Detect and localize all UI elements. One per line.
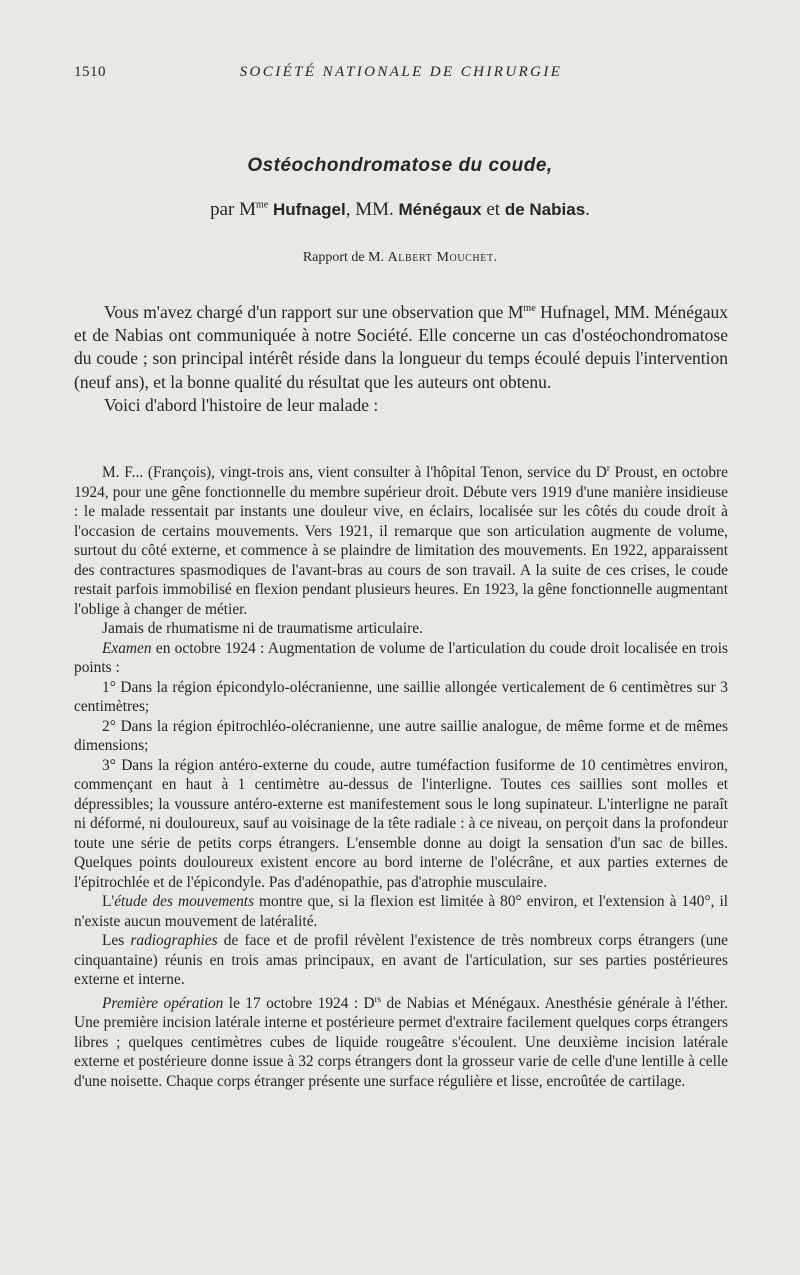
- case-p8-pre: Les: [102, 932, 131, 950]
- case-paragraph-radiographs: [74, 931, 728, 990]
- case-p8-em: radiographies: [130, 932, 218, 950]
- case-p7-text: montre que, si la flexion est limitée à 80° environ, et l'extension à 140°, il n'existe aucun mouvement de latéralité.: [74, 893, 728, 930]
- author-hufnagel: Hufnagel: [272, 200, 346, 219]
- report-line: [0, 250, 800, 266]
- intro-paragraph: [74, 297, 728, 394]
- case-p1-a: M. F... (François), vingt-trois ans, vient consulter à l'hôpital Tenon, service du D: [102, 464, 607, 482]
- case-paragraph-point-2: 2° Dans la région épitrochléo-olécranienne, une autre saillie analogue, de même forme et de mêmes dimensions;: [74, 717, 728, 755]
- authors-prefix: par M: [210, 199, 256, 220]
- running-title: SOCIÉTÉ NATIONALE DE CHIRURGIE: [239, 64, 563, 80]
- case-p7-pre: L': [102, 893, 115, 911]
- case-p7-em: étude des mouvements: [114, 893, 255, 911]
- case-paragraph-point-1: 1° Dans la région épicondylo-olécranienne, une saillie allongée verticalement de 6 centimètres sur 3 centimètres;: [74, 678, 728, 716]
- authors-end: .: [585, 199, 590, 220]
- case-paragraph-exam: [74, 639, 728, 678]
- intro-p1-b: Hufnagel, MM. Ménégaux et de Nabias ont communiquée à notre Société. Elle concerne un cas d'ostéochondromatose du coude ; son principal intérêt réside dans la longueur du temps écoulé depuis l'intervention (neuf ans), et la bonne qualité du résultat que les auteurs ont obtenu.: [74, 301, 728, 392]
- report-prefix: Rapport de M.: [302, 250, 388, 265]
- case-p8-text: de face et de profil révèlent l'existence de très nombreux corps étrangers (une cinquantaine) réunis en trois amas principaux, en avant de l'articulation, sur ses parties postérieures externe et interne.: [74, 932, 728, 989]
- case-paragraph-antecedents: Jamais de rhumatisme ni de traumatisme articulaire.: [102, 620, 423, 638]
- intro-paragraph: Voici d'abord l'histoire de leur malade :: [104, 395, 379, 416]
- page-number: 1510: [74, 64, 106, 80]
- intro-p1-sup: me: [523, 303, 536, 314]
- case-p3-text: en octobre 1924 : Augmentation de volume de l'articulation du coude droit localisée en trois points :: [74, 639, 728, 677]
- reporter-name: Albert Mouchet: [387, 250, 494, 265]
- author-menegaux: Ménégaux: [398, 200, 482, 219]
- case-p1-b: Proust, en octobre 1924, pour une gêne fonctionnelle du membre supérieur droit. Débute vers 1919 d'une manière insidieuse : le malade ressentait par instants une douleur vive, en éclairs, localisée sur les côtés du coude droit à l'occasion de certains mouvements. Vers 1921, il remarque que son articulation augmente de volume, surtout du côté externe, et commence à se plaindre de limitation des mouvements. En 1922, apparaissent des contractures spasmodiques de l'avant-bras au cours de son travail. A la suite de ces crises, le coude restait parfois immobilisé en flexion pendant plusieurs heures. En 1923, la gêne fonctionnelle augmentant l'oblige à changer de métier.: [74, 464, 728, 618]
- article-authors: [0, 199, 800, 221]
- authors-mme-sup: me: [255, 199, 269, 211]
- case-paragraph-history: [74, 459, 728, 619]
- case-p3-em: Examen: [102, 639, 152, 657]
- authors-mid: , MM.: [345, 199, 399, 220]
- page-header: [74, 64, 728, 86]
- case-p9-b: de Nabias et Ménégaux. Anesthésie générale à l'éther. Une première incision latérale interne et postérieure permet d'extraire facilement quelques corps étrangers libres ; quelques centimètres cubes de liquide rougeâtre s'écoulent. Une deuxième incision latérale externe et postérieure donne issue à 32 corps étrangers dont la grosseur varie de celle d'une lentille à celle d'une noisette. Chaque corps étranger présente une surface régulière et lisse, encroûtée de cartilage.: [74, 994, 728, 1090]
- case-p9-em: Première opération: [102, 994, 224, 1012]
- case-paragraph-point-3: 3° Dans la région antéro-externe du coude, autre tuméfaction fusiforme de 10 centimètres environ, commençant en haut à 1 centimètre au-dessus de l'interligne. Toutes ces saillies sont molles et dépressibles; la voussure antéro-externe est manifestement sous le long supinateur. L'interligne ne paraît ni déformé, ni douloureux, sauf au voisinage de la tête radiale : à ce niveau, on perçoit dans la profondeur toute une série de petits corps étrangers. L'ensemble donne au doigt la sensation d'un sac de billes. Quelques points douloureux existent encore au bord interne de l'olécrâne, et aux parties externes de l'épitrochlée et de l'épicondyle. Pas d'adénopathie, pas d'atrophie musculaire.: [74, 756, 728, 891]
- case-paragraph-operation: [74, 990, 728, 1092]
- author-de-nabias: de Nabias: [504, 200, 586, 219]
- authors-and: et: [481, 199, 505, 220]
- case-report: [74, 459, 728, 1091]
- intro-text: [74, 297, 728, 417]
- article-title: Ostéochondromatose du coude,: [247, 155, 553, 176]
- report-end: .: [493, 250, 498, 265]
- case-p1-sup: r: [606, 463, 610, 473]
- case-p9-sup: rs: [374, 993, 382, 1004]
- case-p9-a: le 17 octobre 1924 : D: [223, 994, 375, 1012]
- intro-p1-a: Vous m'avez chargé d'un rapport sur une observation que M: [104, 301, 524, 322]
- case-paragraph-movements: [74, 892, 728, 931]
